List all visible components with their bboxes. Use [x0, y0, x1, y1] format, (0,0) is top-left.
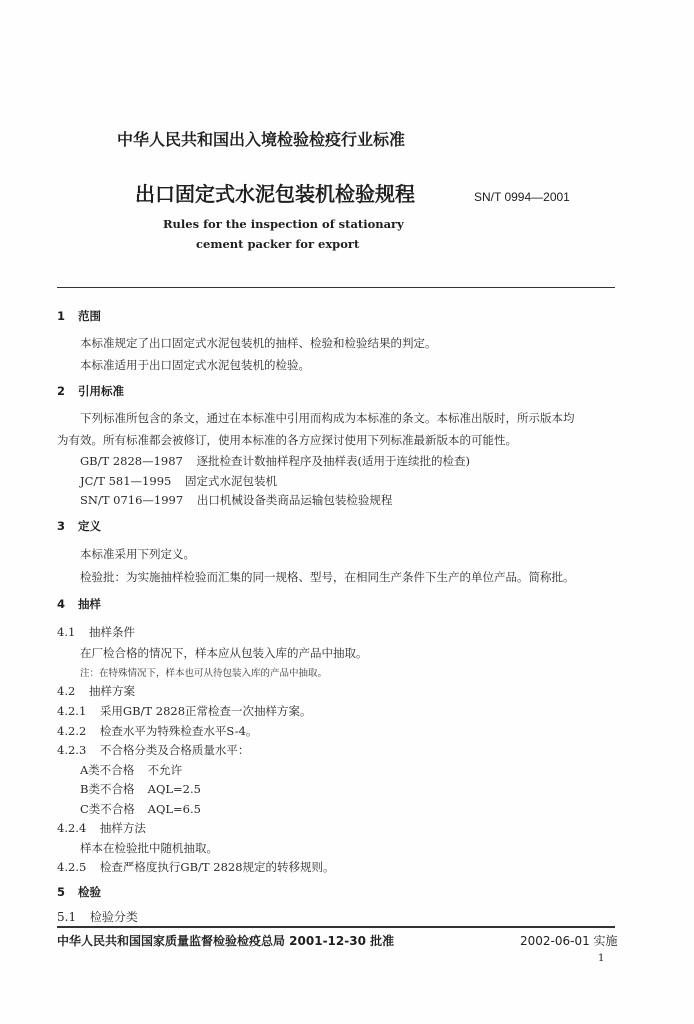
clause-4-2-4-paragraph: 样本在检验批中随机抽取。 — [80, 841, 218, 855]
section-number: 2 — [57, 384, 66, 398]
reference-code: JC/T 581—1995 — [80, 474, 172, 488]
clause-title: 抽样条件 — [88, 625, 135, 639]
reference-title: 出口机械设备类商品运输包装检验规程 — [196, 493, 393, 507]
clause-number: 4.2.4 — [57, 821, 87, 835]
clause-number: 4.2.5 — [57, 860, 87, 874]
section-2-heading — [57, 383, 124, 399]
section-3-paragraph-2: 检验批：为实施抽样检验而汇集的同一规格、型号，在相同生产条件下生产的单位产品。简称批。 — [80, 570, 575, 584]
clause-title: 检验分类 — [89, 910, 138, 924]
clause-4-2-5 — [57, 859, 335, 875]
reference-title: 逐批检查计数抽样程序及抽样表(适用于连续批的检查) — [196, 454, 471, 468]
clause-4-1-paragraph: 在厂检合格的情况下，样本应从包装入库的产品中抽取。 — [80, 646, 368, 660]
section-number: 1 — [57, 309, 66, 323]
standard-code: SN/T 0994—2001 — [474, 190, 570, 204]
clause-number: 4.2 — [57, 684, 76, 698]
page-number: 1 — [598, 953, 605, 964]
reference-item — [80, 473, 277, 489]
reference-item — [80, 492, 392, 508]
header-divider — [57, 287, 615, 288]
clause-title: 抽样方案 — [88, 684, 135, 698]
section-title: 范围 — [78, 309, 102, 323]
implementation-date: 2002-06-01 实施 — [520, 934, 618, 948]
clause-number: 4.2.3 — [57, 743, 87, 757]
section-title: 检验 — [78, 885, 102, 899]
section-4-heading — [57, 596, 101, 612]
section-title: 引用标准 — [78, 384, 125, 398]
class-value: AQL=6.5 — [147, 802, 201, 816]
clause-text: 采用GB/T 2828正常检查一次抽样方案。 — [99, 704, 312, 718]
clause-4-2-3 — [57, 742, 249, 758]
document-title: 出口固定式水泥包装机检验规程 — [135, 182, 415, 206]
reference-code: GB/T 2828—1987 — [80, 454, 183, 468]
english-title-line-2: cement packer for export — [196, 237, 360, 251]
section-title: 定义 — [78, 519, 102, 533]
clause-number: 4.2.2 — [57, 724, 87, 738]
section-title: 抽样 — [78, 597, 102, 611]
clause-number: 4.1 — [57, 625, 76, 639]
clause-5-1-heading — [57, 908, 138, 925]
class-label: A类不合格 — [80, 763, 135, 777]
section-2-paragraph-line-1: 下列标准所包含的条文，通过在本标准中引用而构成为本标准的条文。本标准出版时，所示版本均 — [80, 411, 575, 425]
clause-4-2-heading — [57, 683, 135, 699]
clause-text: 检查水平为特殊检查水平S-4。 — [99, 724, 258, 738]
clause-4-2-2 — [57, 723, 257, 739]
class-label: C类不合格 — [80, 802, 135, 816]
class-label: B类不合格 — [80, 782, 135, 796]
clause-text: 不合格分类及合格质量水平： — [99, 743, 250, 757]
clause-4-1-note: 注：在特殊情况下，样本也可从待包装入库的产品中抽取。 — [80, 668, 328, 679]
class-value: 不允许 — [147, 763, 183, 777]
section-1-paragraph-1: 本标准规定了出口固定式水泥包装机的抽样、检验和检验结果的判定。 — [80, 336, 437, 350]
reference-code: SN/T 0716—1997 — [80, 493, 184, 507]
approval-line: 中华人民共和国国家质量监督检验检疫总局 2001-12-30 批准 — [57, 934, 395, 948]
issuing-org-title: 中华人民共和国出入境检验检疫行业标准 — [117, 130, 406, 149]
nonconformity-class-row — [80, 781, 201, 797]
section-1-heading — [57, 308, 101, 324]
reference-item — [80, 453, 470, 469]
section-5-heading — [57, 884, 101, 900]
section-number: 4 — [57, 597, 66, 611]
clause-title: 抽样方法 — [99, 821, 146, 835]
nonconformity-class-row — [80, 801, 201, 817]
section-number: 5 — [57, 885, 66, 899]
clause-4-2-4-heading — [57, 820, 146, 836]
clause-4-1-heading — [57, 624, 135, 640]
section-3-paragraph-1: 本标准采用下列定义。 — [80, 547, 195, 561]
section-2-paragraph-line-2: 为有效。所有标准都会被修订，使用本标准的各方应探讨使用下列标准最新版本的可能性。 — [57, 433, 517, 447]
class-value: AQL=2.5 — [147, 782, 201, 796]
footer-divider — [57, 926, 615, 928]
clause-4-2-1 — [57, 703, 312, 719]
clause-number: 5.1 — [57, 910, 77, 924]
clause-number: 4.2.1 — [57, 704, 87, 718]
section-1-paragraph-2: 本标准适用于出口固定式水泥包装机的检验。 — [80, 358, 310, 372]
english-title-line-1: Rules for the inspection of stationary — [163, 217, 404, 231]
clause-text: 检查严格度执行GB/T 2828规定的转移规则。 — [99, 860, 335, 874]
nonconformity-class-row — [80, 762, 182, 778]
reference-title: 固定式水泥包装机 — [184, 474, 277, 488]
section-3-heading — [57, 518, 101, 534]
section-number: 3 — [57, 519, 66, 533]
